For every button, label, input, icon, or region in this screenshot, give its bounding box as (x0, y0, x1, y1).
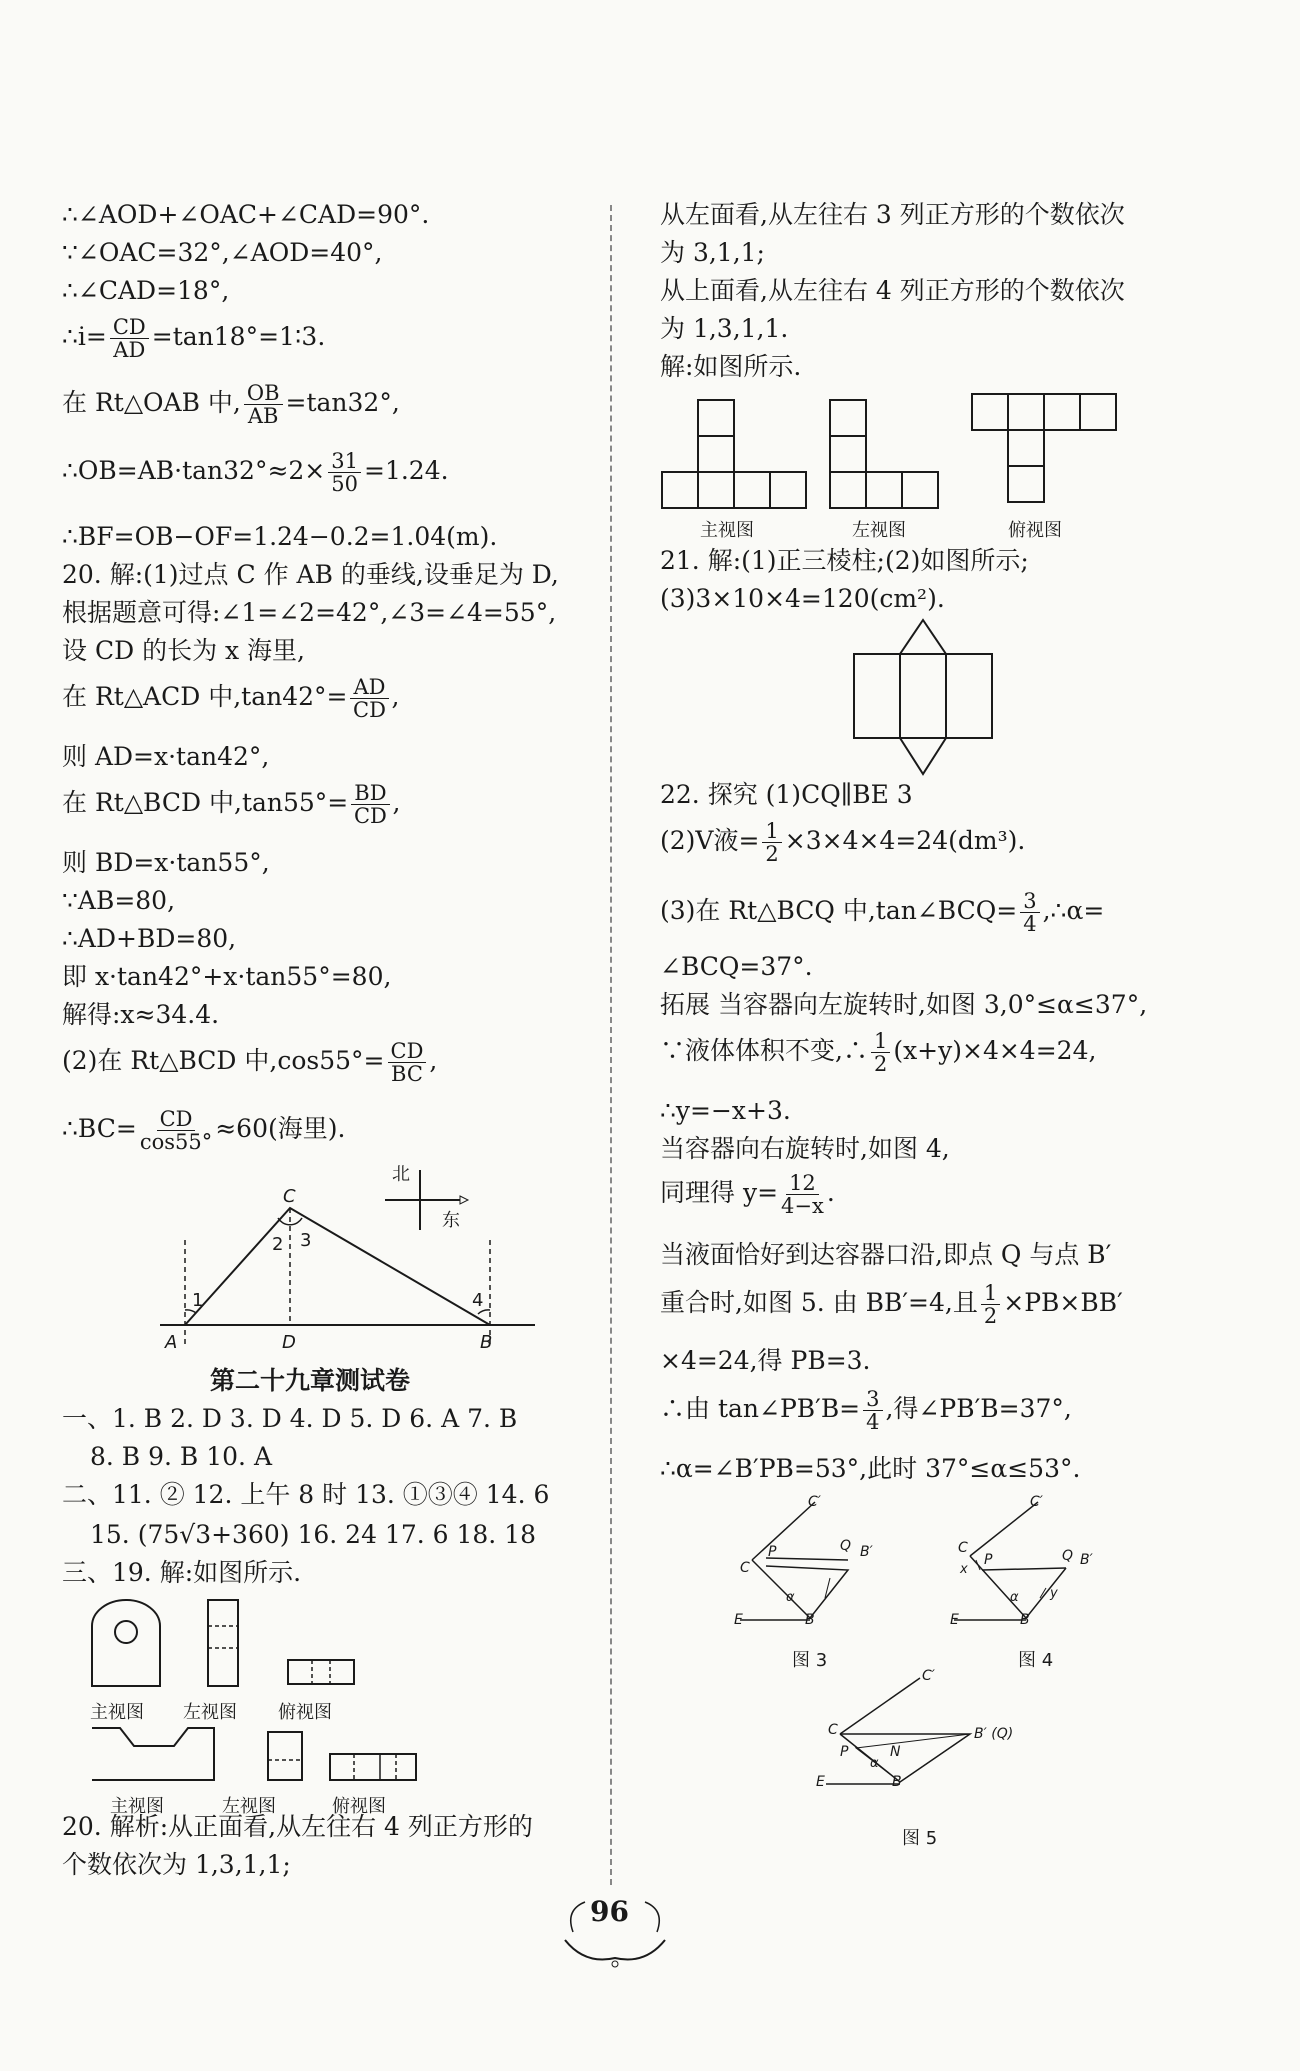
text-line: ∵∠OAC=32°,∠AOD=40°, (62, 238, 383, 267)
text-line: (2)V液= $\frac{1}{2}$ ×3×4×4=24(dm³). (660, 819, 1026, 867)
point-label: E (950, 1612, 959, 1628)
point-label: P (840, 1744, 849, 1760)
text-line: ∴α=∠B′PB=53°,此时 37°≤α≤53°. (660, 1454, 1081, 1483)
text-line: ∵液体体积不变,∴ $\frac{1}{2}$ (x+y)×4×4=24, (660, 1029, 1097, 1077)
text-line: ∴i= $\frac{CD}{AD}$ =tan18°=1∶3. (62, 315, 326, 363)
angle-label: α (786, 1590, 795, 1605)
point-label: D (282, 1332, 296, 1353)
figure-caption: 图 5 (902, 1828, 938, 1849)
angle-label: 3 (300, 1230, 312, 1251)
point-label: E (734, 1612, 743, 1628)
view-label: 俯视图 (332, 1796, 386, 1817)
text-line: 从左面看,从左往右 3 列正方形的个数依次 (660, 200, 1125, 229)
text-line: ∴OB=AB·tan32°≈2× $\frac{31}{50}$ =1.24. (62, 449, 449, 497)
text-line: (3)3×10×4=120(cm²). (660, 584, 945, 613)
text-line: 同理得 y= $\frac{12}{4-x}$ . (660, 1171, 835, 1219)
view-label: 左视图 (852, 520, 906, 541)
text-line: 20. 解:(1)过点 C 作 AB 的垂线,设垂足为 D, (62, 560, 559, 589)
view-label: 俯视图 (278, 1702, 332, 1723)
point-label: C (828, 1722, 838, 1738)
angle-label: 4 (472, 1290, 484, 1311)
text-line: 个数依次为 1,3,1,1; (62, 1850, 291, 1879)
north-label: 北 (392, 1164, 410, 1185)
view-label: 左视图 (183, 1702, 237, 1723)
three-views-figure-1 (90, 1598, 360, 1688)
text-line: 即 x·tan42°+x·tan55°=80, (62, 962, 392, 991)
text-line: 在 Rt△ACD 中,tan42°= $\frac{AD}{CD}$ , (62, 675, 400, 723)
square-views-figure (660, 390, 1130, 510)
text-line: 重合时,如图 5. 由 BB′=4,且 $\frac{1}{2}$ ×PB×BB′ (660, 1281, 1123, 1329)
text-line: ×4=24,得 PB=3. (660, 1346, 871, 1375)
side-label: y (1050, 1586, 1058, 1601)
point-label: B (1020, 1612, 1030, 1628)
text-line: ∴∠AOD+∠OAC+∠CAD=90°. (62, 200, 430, 229)
text-line: 设 CD 的长为 x 海里, (62, 636, 306, 665)
text-line: ∴由 tan∠PB′B= $\frac{3}{4}$ ,得∠PB′B=37°, (660, 1387, 1072, 1435)
container-figure-3 (730, 1498, 910, 1638)
text-line: 在 Rt△OAB 中, $\frac{OB}{AB}$ =tan32°, (62, 381, 400, 429)
figure-caption: 图 4 (1018, 1650, 1054, 1671)
text-line: ∴∠CAD=18°, (62, 276, 230, 305)
text-line: ∠BCQ=37°. (660, 952, 813, 981)
text-line: 根据题意可得:∠1=∠2=42°,∠3=∠4=55°, (62, 598, 557, 627)
text-line: 为 1,3,1,1. (660, 314, 789, 343)
point-label: C′ (808, 1494, 821, 1510)
east-label: 东 (442, 1210, 460, 1231)
point-label: B (480, 1332, 493, 1353)
text-line: ∴BC= $\frac{CD}{\cos 55^\circ}$ ≈60(海里). (62, 1107, 346, 1155)
point-label: E (816, 1774, 825, 1790)
answer-line: 三、19. 解:如图所示. (62, 1558, 302, 1587)
text-line: 当液面恰好到达容器口沿,即点 Q 与点 B′ (660, 1240, 1112, 1269)
text-line: 则 AD=x·tan42°, (62, 742, 270, 771)
text-line: 则 BD=x·tan55°, (62, 848, 270, 877)
view-label: 俯视图 (1008, 520, 1062, 541)
view-label: 主视图 (110, 1796, 164, 1817)
prism-net-figure (850, 618, 1000, 778)
point-label: B′ (860, 1544, 873, 1560)
answer-line: 二、11. ② 12. 上午 8 时 13. ①③④ 14. 6 (62, 1480, 550, 1509)
three-views-figure-2 (90, 1726, 430, 1786)
column-divider (610, 205, 612, 1885)
text-line: (2)在 Rt△BCD 中,cos55°= $\frac{CD}{BC}$ , (62, 1039, 438, 1087)
text-line: 解得:x≈34.4. (62, 1000, 220, 1029)
angle-label: α (870, 1756, 879, 1771)
point-label: Q (1062, 1548, 1074, 1564)
text-line: (3)在 Rt△BCQ 中,tan∠BCQ= $\frac{3}{4}$ ,∴α= (660, 889, 1105, 937)
text-line: 当容器向右旋转时,如图 4, (660, 1134, 950, 1163)
angle-label: 2 (272, 1234, 284, 1255)
point-label: C (958, 1540, 968, 1556)
view-label: 左视图 (222, 1796, 276, 1817)
text-line: 拓展 当容器向左旋转时,如图 3,0°≤α≤37°, (660, 990, 1148, 1019)
text-line: 22. 探究 (1)CQ∥BE 3 (660, 780, 913, 809)
text-line: 从上面看,从左往右 4 列正方形的个数依次 (660, 276, 1125, 305)
answer-line: 15. (75√3+360) 16. 24 17. 6 18. 18 (90, 1520, 537, 1549)
text-line: ∵AB=80, (62, 886, 176, 915)
point-label: B′ (1080, 1552, 1093, 1568)
chapter-title: 第二十九章测试卷 (210, 1366, 411, 1395)
point-label: N (890, 1744, 901, 1760)
point-label: C′ (1030, 1494, 1043, 1510)
text-line: ∴y=−x+3. (660, 1096, 791, 1125)
text-line: ∴BF=OB−OF=1.24−0.2=1.04(m). (62, 522, 498, 551)
point-label: C (740, 1560, 750, 1576)
point-label: A (165, 1332, 178, 1353)
text-line: 21. 解:(1)正三棱柱;(2)如图所示; (660, 546, 1029, 575)
text-line: 在 Rt△BCD 中,tan55°= $\frac{BD}{CD}$ , (62, 781, 401, 829)
text-line: 解:如图所示. (660, 352, 802, 381)
text-line: ∴AD+BD=80, (62, 924, 237, 953)
point-label: B′ (Q) (974, 1726, 1014, 1742)
point-label: Q (840, 1538, 852, 1554)
text-line: 为 3,1,1; (660, 238, 765, 267)
page-number: 96 (590, 1895, 629, 1928)
view-label: 主视图 (700, 520, 754, 541)
angle-label: 1 (192, 1290, 204, 1311)
point-label: B (892, 1774, 902, 1790)
container-figure-4 (950, 1498, 1130, 1638)
point-label: C′ (922, 1668, 935, 1684)
point-label: P (768, 1544, 777, 1560)
angle-label: α (1010, 1590, 1019, 1605)
point-label: P (984, 1552, 993, 1568)
answer-line: 一、1. B 2. D 3. D 4. D 5. D 6. A 7. B (62, 1404, 518, 1433)
triangle-figure (160, 1160, 540, 1390)
side-label: x (960, 1562, 968, 1577)
view-label: 主视图 (90, 1702, 144, 1723)
answer-line: 8. B 9. B 10. A (90, 1442, 272, 1471)
point-label: B (805, 1612, 815, 1628)
point-label: C (283, 1186, 296, 1207)
figure-caption: 图 3 (792, 1650, 828, 1671)
text-line: 20. 解析:从正面看,从左往右 4 列正方形的 (62, 1812, 533, 1841)
container-figure-5 (820, 1672, 1020, 1812)
